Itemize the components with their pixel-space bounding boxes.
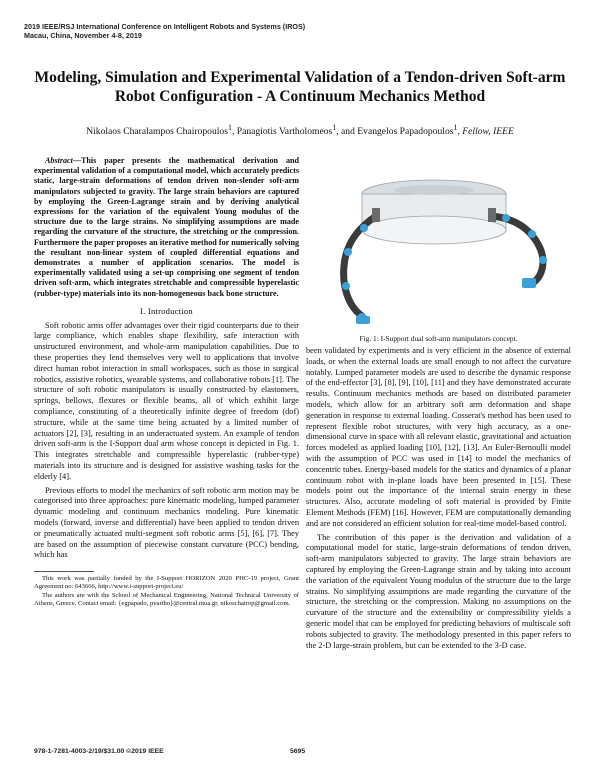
author-2: , Panagiotis Vartholomeos	[231, 126, 333, 138]
author-1-affil: 1	[227, 123, 232, 132]
tub-unit	[362, 180, 506, 244]
figure-1	[306, 156, 571, 332]
conference-header	[24, 22, 424, 40]
abstract-text: This paper presents the mathematical derivation and experimental validation of a computational model, which accurately predicts static, large-strain deformations of tendon driven non-slender soft-arm manipulators subjected to gravity. The large strain behaviors are captured by employing the Green-Lagrange strain and by deriving analytical expressions for the variation of the equivalent Young modulus of the structure due to the large strains. No simplifying assumptions are made regarding the curvature of the structure, the stretching or the compression. Furthermore the paper proposes an iterative method for numerically solving the resultant non-linear system of coupled differential equations and demonstrates a number of application scenarios. The model is experimentally validated using a set-up comprising one segment of tendon driven soft-arm, which integrates stretchable and compressible hyperelastic (rubber-type) materials into its non-homogeneous back bone structure.	[34, 156, 299, 298]
conference-line-1: 2019 IEEE/RSJ International Conference on Intelligent Robots and Systems (IROS)	[24, 22, 306, 31]
intro-paragraph-1: Soft robotic arms offer advantages over their rigid counterparts due to their large compliance, which enables shape flexibility, safe interaction with unstructured environment, and whole-arm manipulation capabilities. Due to these properties they lend themselves very well to applications that involve direct human robot interaction in small workspaces, such as those in surgical robotics, assistive robotics, wearable systems, and collaborative robots [1]. The structure of soft robotic manipulators is usually constructed by elastomers, springs, bellows, flexures or flexible beams, all of which exhibit large compliance, constituting of a theoretically infinite degree of freedom (dof) structure, while at the same time being actuated by a limited number of actuators [2], [3], resulting in an underactuated system. An example of tendon driven soft-arm is the I-Support dual arm whose concept is depicted in Fig. 1. This integrates stretchable and compressible hyperelastic (rubber-type) materials into its structure and is designed for assistive washing tasks for the elderly [4].	[34, 320, 299, 481]
isbn-line: 978-1-7281-4003-2/19/$31.00 ©2019 IEEE	[34, 748, 164, 755]
author-fellowship: , Fellow, IEEE	[457, 126, 514, 138]
figure-1-caption: Fig. 1: I-Support dual soft-arm manipulators concept.	[359, 334, 518, 343]
abstract	[34, 156, 299, 299]
paper-title: Modeling, Simulation and Experimental Validation of a Tendon-driven Soft-arm Robot Configuration - A Continuum Mechanics Method	[34, 69, 566, 105]
left-column	[34, 156, 299, 608]
author-1: Nikolaos Charalampos Chairopoulos	[86, 126, 228, 138]
footnote-funding: This work was partially funded by the I-Support HORIZON 2020 PHC-19 project, Grant Agreement no: 643666, http://www.i-support-project.eu/	[34, 575, 299, 591]
author-2-affil: 1	[332, 123, 337, 132]
conference-line-2: Macau, China, November 4-8, 2019	[24, 31, 142, 40]
footnote-affiliation: The authors are with the School of Mechanical Engineering, National Technical University of Athens, Greece. Contact email: {egpapado, pvartho}@central.ntua.gr, nikoschairop@gmail.com.	[34, 591, 299, 607]
abstract-lead: Abstract	[45, 156, 73, 165]
right-mount	[488, 208, 496, 222]
left-mount	[372, 208, 380, 222]
intro-paragraph-2: Previous efforts to model the mechanics of soft robotic arm motion may be categorised into three approaches: pure kinematic modeling, lumped parameter dynamic modeling and continuum mechanics modeling. Pure kinematic models (forward, inverse and differential) have been applied to tendon driven or pneumatically actuated multi-segment soft robotic arms [5], [6], [7]. They are based on the assumption of piecewise constant curvature (PCC) bending, which has	[34, 485, 299, 560]
abstract-dash: —	[72, 156, 81, 165]
author-3-affil: 1	[453, 123, 458, 132]
right-paragraph-1: been validated by experiments and is very efficient in the absence of external loads, or when the external loads are small enough to not affect the curvature notably. Lumped parameter models are used to describe the dynamic response of the end-effector [3], [8], [9], [10], [11] and they have demonstrated accurate results. Continuum mechanics methods are based on distributed parameter models, which allow for an arbitrary soft arm deformation and shape generation in response to external loading. Cosserat's method has been used to represent flexible robot structures, with very high accuracy, as a one-dimensional curve in space with all relevant elastic, gravitational and actuation forces modeled as applied loading [10], [12], [13]. An Euler-Bernoulli model with the assumption of PCC was used in [14] to model the mechanics of concentric tubes. Energy-based models for the statics and dynamics of a planar continuum robot with in-plane loads have been presented in [15]. These models point out the importance of the internal strain energy in these structures. Also, accurate modeling of soft material is provided by Finite Element Methods (FEM) [16]. However, FEM are computationally demanding and are not considered an efficient solution for real-time model-based control.	[306, 346, 571, 528]
section-heading-introduction: I. Introduction	[140, 305, 193, 316]
right-column	[306, 156, 571, 651]
author-3: , and Evangelos Papadopoulos	[336, 126, 454, 138]
page-number: 5695	[290, 748, 306, 755]
author-line	[20, 122, 580, 138]
soft-arm-illustration	[306, 156, 571, 332]
footnote-divider	[34, 571, 94, 572]
right-paragraph-2: The contribution of this paper is the derivation and validation of a computational model for static, large-strain deformations of tendon driven, soft-arm manipulators subjected to gravity. The large strain behaviors are captured by employing the Green-Lagrange strain and by taking into account the variation of the equivalent Young modulus of the structure due to the large strains. No simplifying assumptions are made regarding the curvature of the structure, the stretching or the compression. Making no assumptions on the curvature of the structure and the extensibility or compressibility yields a generic model that can be employed for predicting behaviors of multiscale soft robots subjected to gravity. The methodology presented in this paper refers to the 2-D large-strain problem, but can be extended to the 3-D case.	[306, 532, 571, 650]
